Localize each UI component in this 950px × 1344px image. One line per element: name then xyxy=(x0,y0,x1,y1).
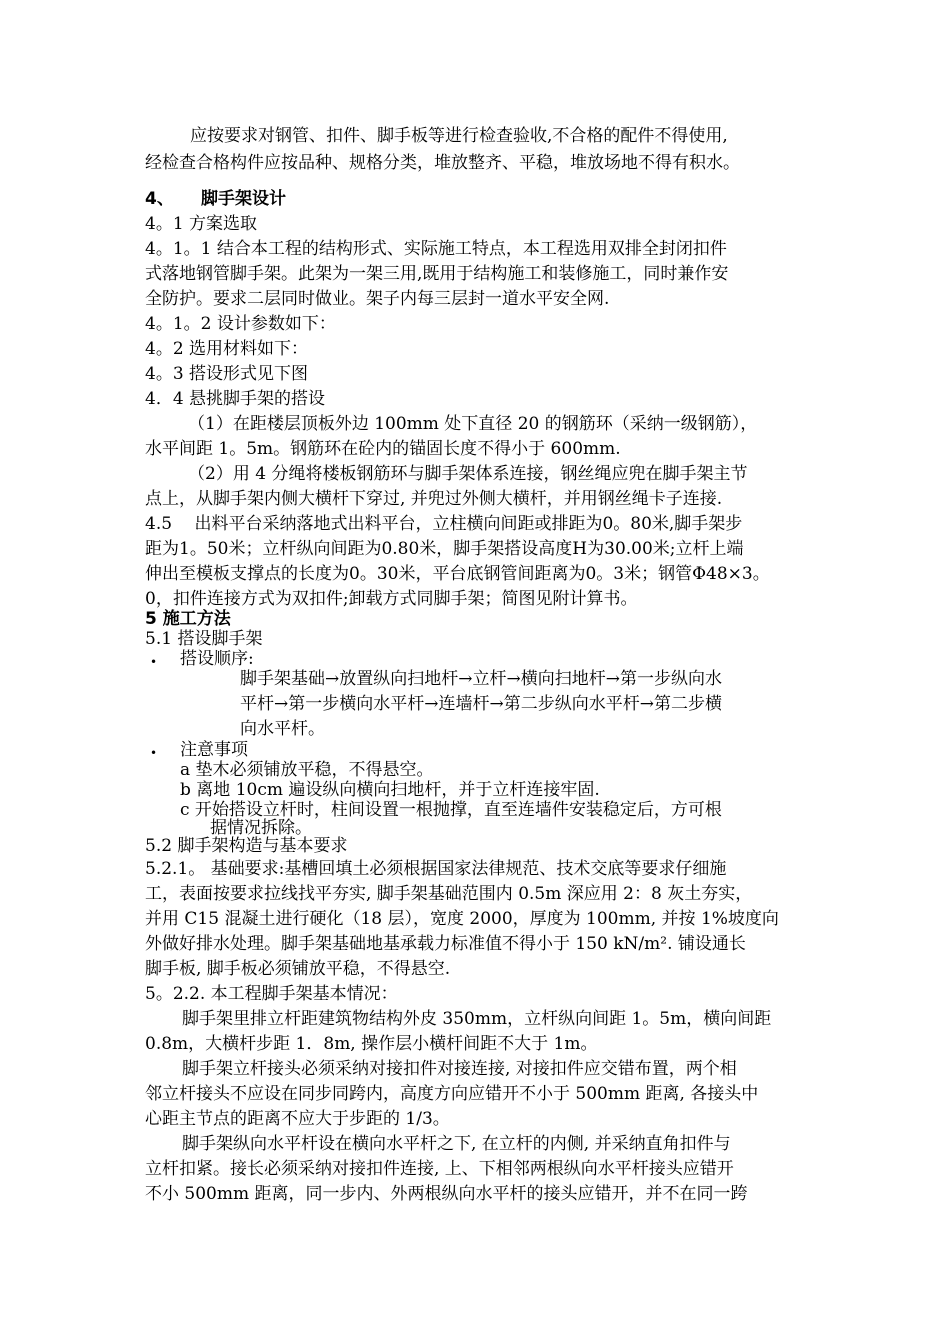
paragraph-line: 4。1。2 设计参数如下： xyxy=(145,314,336,334)
paragraph-line: 心距主节点的距离不应大于步距的 1/3。 xyxy=(145,1109,450,1129)
bullet-marker: • xyxy=(150,655,158,669)
paragraph-line: 脚手架里排立杆距建筑物结构外皮 350mm，立杆纵向间距 1。5m，横向间距 xyxy=(182,1009,772,1029)
paragraph-line: （2）用 4 分绳将楼板钢筋环与脚手架体系连接，钢丝绳应兜在脚手架主节 xyxy=(188,464,748,484)
paragraph-line: 向水平杆。 xyxy=(240,719,325,739)
paragraph-line: 伸出至模板支撑点的长度为0。30米，平台底钢管间距离为0。3米；钢管Φ48×3。 xyxy=(145,564,770,584)
paragraph-line: 4。1。1 结合本工程的结构形式、实际施工特点，本工程选用双排全封闭扣件 xyxy=(145,239,727,259)
paragraph-line: 4．4 悬挑脚手架的搭设 xyxy=(145,389,326,409)
subsection-heading: 4。1 方案选取 xyxy=(145,214,258,234)
paragraph-line: 经检查合格构件应按品种、规格分类，堆放整齐、平稳，堆放场地不得有积水。 xyxy=(145,153,740,173)
list-item: b 离地 10cm 遍设纵向横向扫地杆，并于立杆连接牢固. xyxy=(180,780,600,800)
paragraph-line: 外做好排水处理。脚手架基础地基承载力标准值不得小于 150 kN/m². 铺设通长 xyxy=(145,934,746,954)
paragraph-line: 工，表面按要求拉线找平夯实, 脚手架基础范围内 0.5m 深应用 2：8 灰土夯实， xyxy=(145,884,753,904)
paragraph-line: 应按要求对钢管、扣件、脚手板等进行检查验收,不合格的配件不得使用, xyxy=(190,126,728,146)
paragraph-line: 点上，从脚手架内侧大横杆下穿过, 并兜过外侧大横杆，并用钢丝绳卡子连接. xyxy=(145,489,723,509)
paragraph-line: 立杆扣紧。接长必须采纳对接扣件连接, 上、下相邻两根纵向水平杆接头应错开 xyxy=(145,1159,734,1179)
section-number: 4、 xyxy=(145,189,174,209)
bullet-marker: • xyxy=(150,746,158,760)
section-heading: 脚手架设计 xyxy=(201,189,286,209)
paragraph-line: 不小 500mm 距离，同一步内、外两根纵向水平杆的接头应错开，并不在同一跨 xyxy=(145,1184,748,1204)
list-item: 据情况拆除。 xyxy=(210,818,312,838)
paragraph-line: 全防护。要求二层同时做业。架子内每三层封一道水平安全网. xyxy=(145,289,610,309)
list-item: a 垫木必须铺放平稳，不得悬空。 xyxy=(180,760,434,780)
paragraph-line: 脚手架立杆接头必须采纳对接扣件对接连接, 对接扣件应交错布置，两个相 xyxy=(182,1059,737,1079)
subsection-heading: 5.1 搭设脚手架 xyxy=(145,629,263,649)
paragraph-line: 式落地钢管脚手架。此架为一架三用,既用于结构施工和装修施工，同时兼作安 xyxy=(145,264,729,284)
list-item-label: 注意事项 xyxy=(180,740,248,760)
paragraph-line: （1）在距楼层顶板外边 100mm 处下直径 20 的钢筋环（采纳一级钢筋）， xyxy=(188,414,758,434)
subsection-heading: 5。2.2. 本工程脚手架基本情况： xyxy=(145,984,398,1004)
paragraph-line: 脚手架纵向水平杆设在横向水平杆之下, 在立杆的内侧, 并采纳直角扣件与 xyxy=(182,1134,731,1154)
list-item: c 开始搭设立杆时，柱间设置一根抛撑，直至连墙件安装稳定后，方可根 xyxy=(180,800,722,820)
paragraph-line: 4.5 出料平台采纳落地式出料平台，立柱横向间距或排距为0。80米,脚手架步 xyxy=(145,514,743,534)
paragraph-line: 距为1。50米；立杆纵向间距为0.80米，脚手架搭设高度H为30.00米;立杆上端 xyxy=(145,539,744,559)
paragraph-line: 4。3 搭设形式见下图 xyxy=(145,364,309,384)
paragraph-line: 并用 C15 混凝土进行硬化（18 层），宽度 2000，厚度为 100mm, 并按 1%坡度向 xyxy=(145,909,779,929)
paragraph-line: 平杆→第一步横向水平杆→连墙杆→第二步纵向水平杆→第二步横 xyxy=(240,694,722,714)
paragraph-line: 水平间距 1。5m。钢筋环在砼内的锚固长度不得小于 600mm. xyxy=(145,439,621,459)
paragraph-line: 脚手架基础→放置纵向扫地杆→立杆→横向扫地杆→第一步纵向水 xyxy=(240,669,722,689)
paragraph-line: 5.2.1。 基础要求:基槽回填土必须根据国家法律规范、技术交底等要求仔细施 xyxy=(145,859,727,879)
section-heading: 5 施工方法 xyxy=(145,609,231,629)
paragraph-line: 0.8m，大横杆步距 1．8m, 操作层小横杆间距不大于 1m。 xyxy=(145,1034,598,1054)
paragraph-line: 邻立杆接头不应设在同步同跨内，高度方向应错开不小于 500mm 距离, 各接头中 xyxy=(145,1084,759,1104)
paragraph-line: 0，扣件连接方式为双扣件;卸载方式同脚手架；简图见附计算书。 xyxy=(145,589,638,609)
paragraph-line: 脚手板, 脚手板必须铺放平稳，不得悬空. xyxy=(145,959,451,979)
subsection-heading: 5.2 脚手架构造与基本要求 xyxy=(145,836,348,856)
paragraph-line: 4。2 选用材料如下： xyxy=(145,339,309,359)
list-item-label: 搭设顺序: xyxy=(180,649,254,669)
